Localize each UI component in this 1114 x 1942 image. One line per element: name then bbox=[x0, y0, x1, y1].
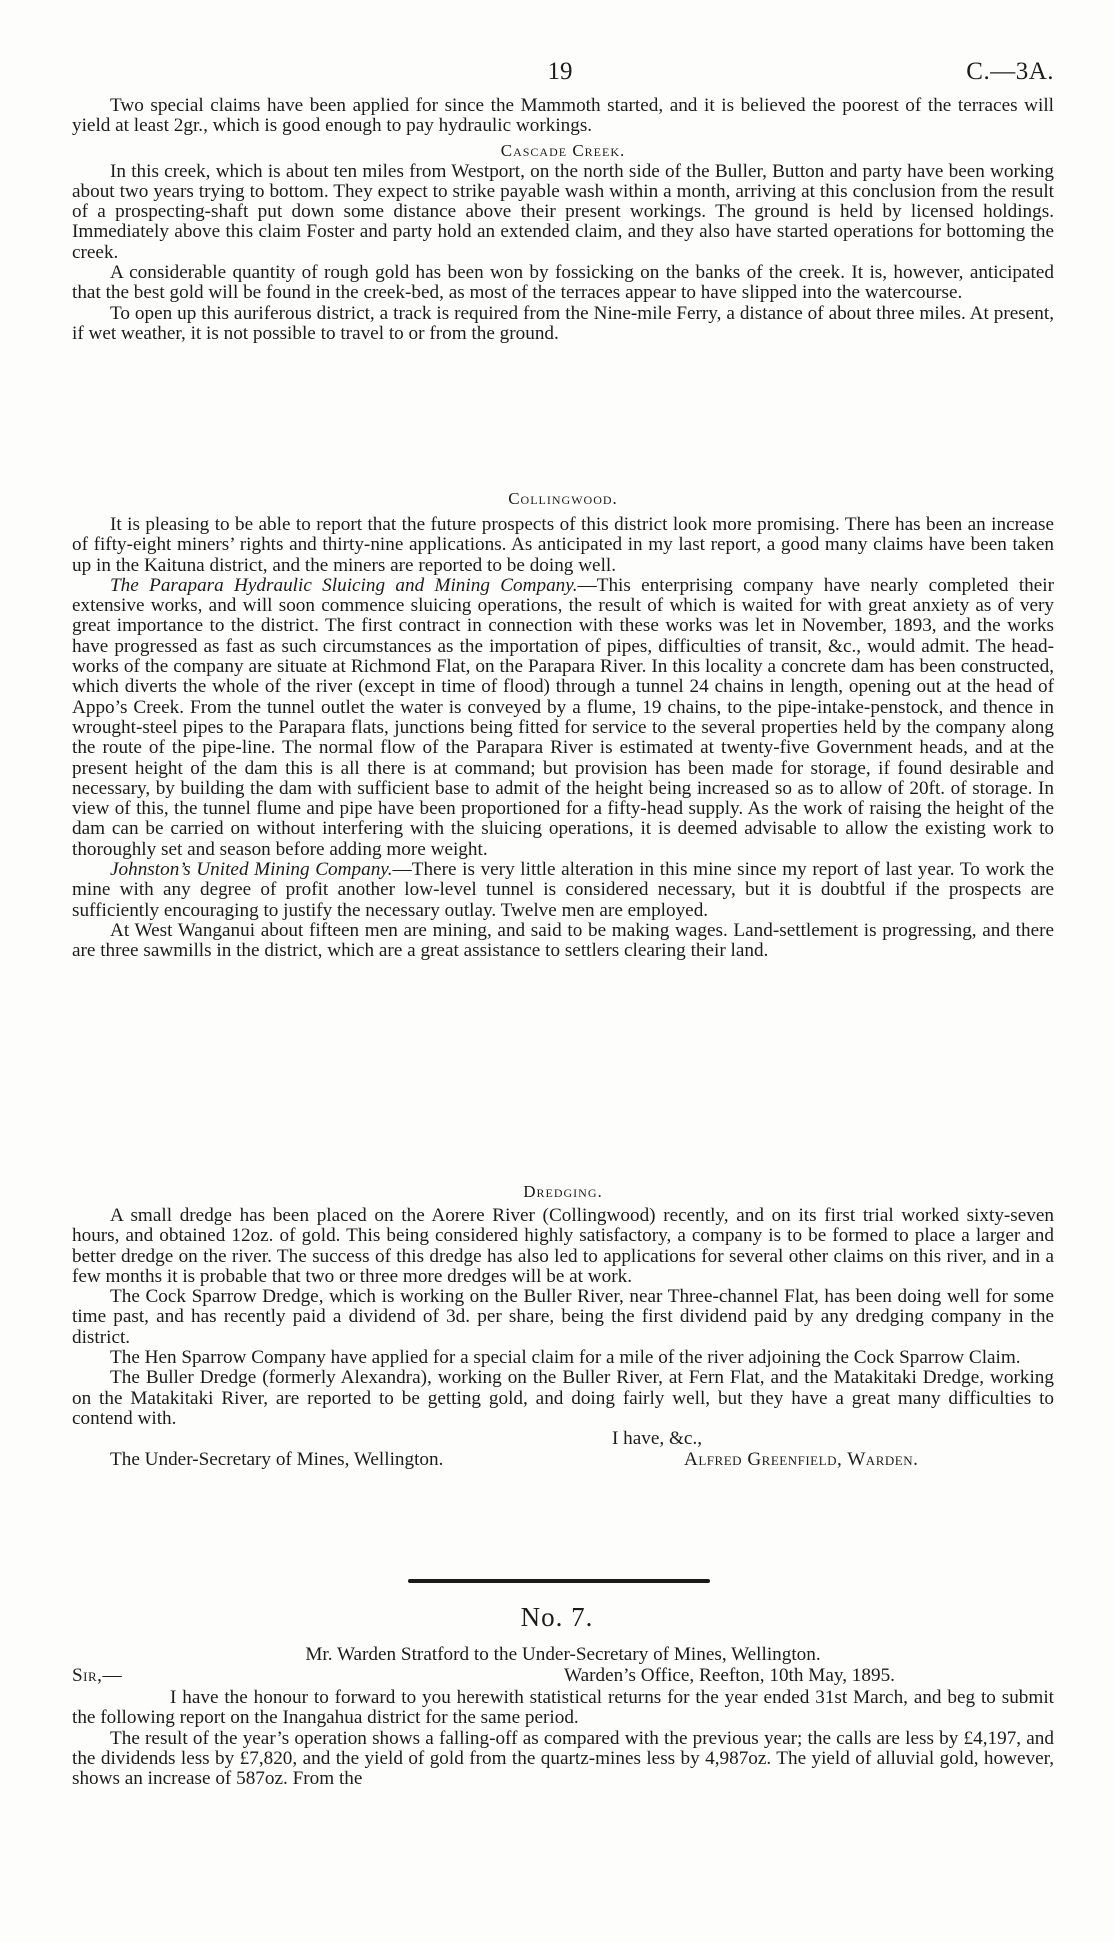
office-date: Warden’s Office, Reefton, 10th May, 1895. bbox=[564, 1665, 895, 1686]
paragraph: A small dredge has been placed on the Aorere River (Collingwood) recently, and on its first trial worked sixty-seven hours, and obtained 12oz. of gold. This being considered highly satisfactory, a company is to be formed to place a larger and better dredge on the river. The success of this dredge has also led to applications for several other claims on this river, and in a few months it is probable that two or three more dredges will be at work. bbox=[72, 1205, 1054, 1287]
paragraph: To open up this auriferous district, a track is required from the Nine-mile Ferry, a distance of about three miles. At present, if wet weather, it is not possible to travel to or from the ground. bbox=[72, 302, 1054, 344]
salutation-line bbox=[72, 1666, 1054, 1688]
company-name: Johnston’s United Mining Company. bbox=[110, 859, 393, 881]
collingwood-section bbox=[72, 488, 1054, 962]
paragraph-text: —This enterprising company have nearly completed their extensive works, and will soon commence sluicing operations, the result of which is waited for with great anxiety as of very great importance to the district. The first contract in connection with these works was let in November, 1893, and the works have progressed as fast as such circumstances as the importation of pipes, difficulties of transit, &c., would admit. The head-works of the company are situate at Richmond Flat, on the Parapara River. In this locality a concrete dam has been constructed, which diverts the whole of the river (except in time of flood) through a tunnel 24 chains in length, opening out at the head of Appo’s Creek. From the tunnel outlet the water is conveyed by a flume, 19 chains, to the pipe-intake-penstock, and thence in wrought-steel pipes to the Parapara flats, junctions being fitted for service to the several properties held by the company along the route of the pipe-line. The normal flow of the Parapara River is estimated at twenty-five Government heads, and at the present height of the dam this is all there is at command; but provision has been made for storage, if found desirable and necessary, by building the dam with sufficient base to admit of the height being increased so as to allow of 20ft. of storage. In view of this, the tunnel flume and pipe have been proportioned for a fifty-head supply. As the work of raising the height of the dam can be carried on without interfering with the sluicing operations, it is deemed advisable to allow the existing work to thoroughly set and season before adding more weight. bbox=[72, 574, 1054, 860]
section-divider bbox=[408, 1579, 710, 1583]
salutation: Sir,— bbox=[72, 1665, 123, 1686]
paragraph: The result of the year’s operation shows a falling-off as compared with the previous year; the calls are less by £4,197, and the dividends less by £7,820, and the yield of gold from the quartz-mines less by 4,987oz. The yield of alluvial gold, however, shows an increase of 587oz. From the bbox=[72, 1727, 1054, 1790]
paragraph: The Hen Sparrow Company have applied for a special claim for a mile of the river adjoining the Cock Sparrow Claim. bbox=[110, 1347, 1021, 1369]
report-number: No. 7. bbox=[520, 1602, 594, 1632]
report-subtitle: Mr. Warden Stratford to the Under-Secretary of Mines, Wellington. bbox=[305, 1644, 821, 1665]
page-header bbox=[0, 58, 1114, 92]
paragraph-text: —There is very little alteration in this mine since my report of last year. To work the mine with any degree of profit another low-level tunnel is considered necessary, but it is doubtful if the prospects are sufficiently encouraging to justify the necessary outlay. Twelve men are employed. bbox=[72, 859, 1054, 921]
dredging-heading: Dredging. bbox=[523, 1182, 603, 1201]
report-7 bbox=[72, 1644, 1054, 1789]
cascade-section bbox=[72, 96, 1054, 344]
paragraph: It is pleasing to be able to report that the future prospects of this district look more promising. There has been an increase of fifty-eight miners’ rights and thirty-nine applications. As anticipated in my last report, a good many claims have been taken up in the Kaituna district, and the miners are reported to be doing well. bbox=[72, 514, 1054, 576]
paragraph: The Cock Sparrow Dredge, which is working on the Buller River, near Three-channel Flat, has been doing well for some time past, and has recently paid a dividend of 3d. per share, being the first dividend paid by any dredging company in the district. bbox=[72, 1286, 1054, 1348]
johnston-paragraph bbox=[72, 860, 1054, 921]
signature-line bbox=[72, 1450, 1054, 1472]
paragraph: At West Wanganui about fifteen men are mining, and said to be making wages. Land-settlement is progressing, and there are three sawmills in the district, which are a great assistance to settlers clearing their land. bbox=[72, 919, 1054, 962]
cascade-creek-heading: Cascade Creek. bbox=[500, 140, 626, 160]
intro-paragraph: Two special claims have been applied for since the Mammoth started, and it is believed the poorest of the terraces will yield at least 2gr., which is good enough to pay hydraulic workings. bbox=[72, 95, 1054, 137]
paragraph: I have the honour to forward to you herewith statistical returns for the year ended 31st March, and beg to submit the following report on the Inangahua district for the same period. bbox=[72, 1687, 1054, 1729]
signature: Alfred Greenfield, Warden. bbox=[684, 1448, 919, 1470]
page-number: 19 bbox=[547, 58, 573, 85]
addressee: The Under-Secretary of Mines, Wellington. bbox=[110, 1448, 444, 1470]
parapara-paragraph bbox=[72, 576, 1054, 860]
paragraph: The Buller Dredge (formerly Alexandra), working on the Buller River, at Fern Flat, and the Matakitaki Dredge, working on the Matakitaki River, are reported to be getting gold, and doing fairly well, but they have a great many difficulties to contend with. bbox=[72, 1367, 1054, 1429]
collingwood-heading: Collingwood. bbox=[508, 489, 618, 508]
closing-line: I have, &c., bbox=[612, 1428, 703, 1450]
paragraph: In this creek, which is about ten miles from Westport, on the north side of the Buller, Button and party have been working about two years trying to bottom. They expect to strike payable wash within a month, arriving at this conclusion from the result of a prospecting-shaft put down some distance above their present workings. The ground is held by licensed holdings. Immediately above this claim Foster and party hold an extended claim, and they also have started operations for bottoming the creek. bbox=[72, 160, 1054, 263]
document-reference: C.—3A. bbox=[966, 58, 1054, 85]
paragraph: A considerable quantity of rough gold has been won by fossicking on the banks of the creek. It is, however, anticipated that the best gold will be found in the creek-bed, as most of the terraces appear to have slipped into the watercourse. bbox=[72, 262, 1054, 304]
dredging-section bbox=[72, 1181, 1054, 1472]
company-name: The Parapara Hydraulic Sluicing and Mining Company. bbox=[110, 574, 578, 596]
